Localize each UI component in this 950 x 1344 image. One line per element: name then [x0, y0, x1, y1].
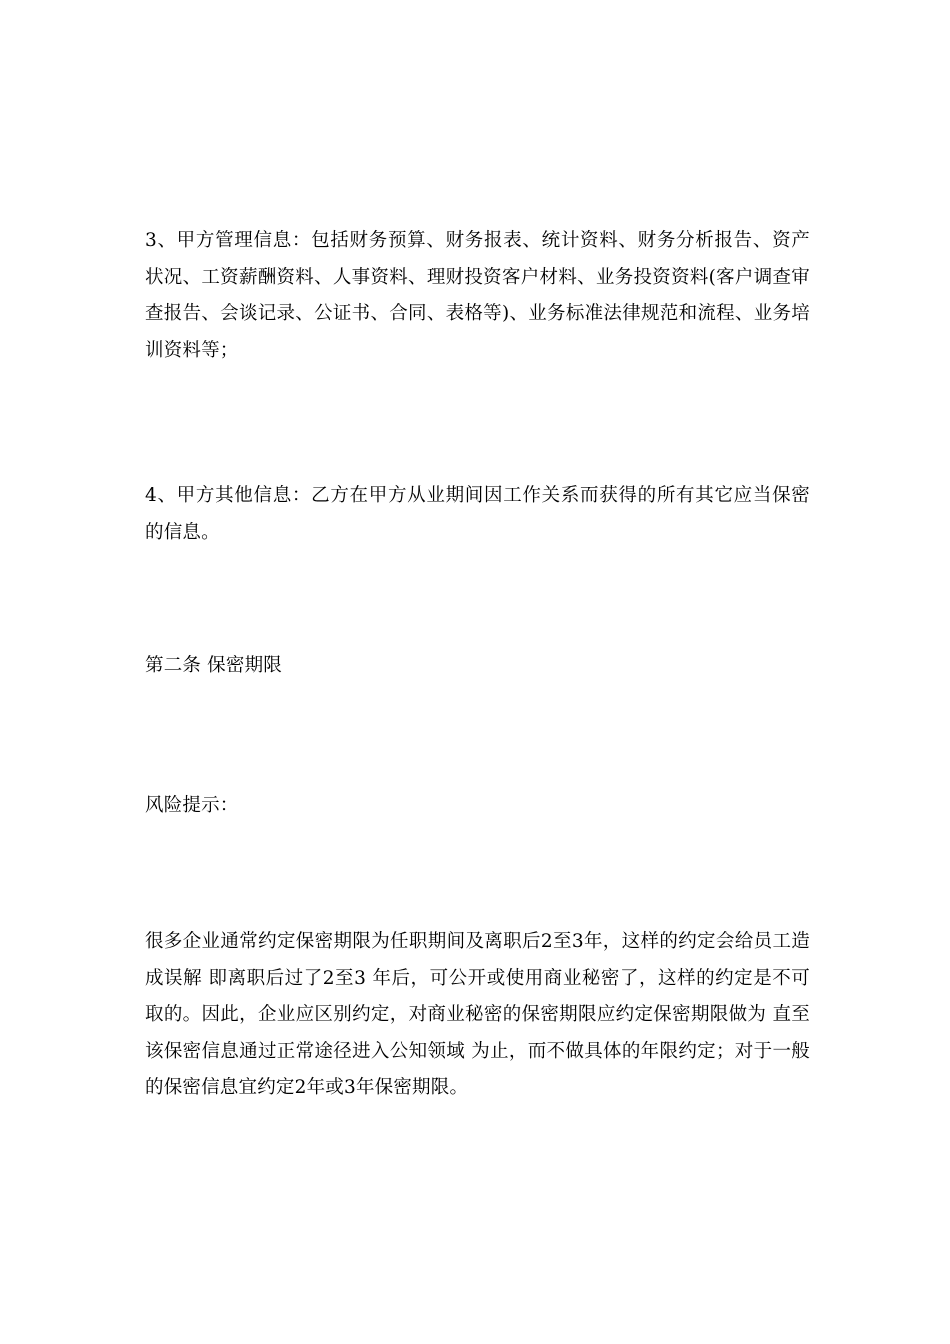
section-heading-confidentiality-period: 第二条 保密期限 [145, 655, 282, 676]
risk-warning-label: 风险提示： [145, 795, 239, 816]
paragraph-other-info: 4、甲方其他信息：乙方在甲方从业期间因工作关系而获得的所有其它应当保密的信息。 [145, 485, 810, 543]
paragraph-risk-warning-body: 很多企业通常约定保密期限为任职期间及离职后2至3年，这样的约定会给员工造成误解 即离职后过了2至3 年后，可公开或使用商业秘密了，这样的约定是不可取的。因此，企业应区别约定，对商业秘密的保密期限应约定保密期限做为 直至该保密信息通过正常途径进入公知领域 为止，而不做具体的年限约定；对于一般的保密信息宜约定2年或3年保密期限。 [145, 931, 810, 1098]
paragraph-management-info: 3、甲方管理信息：包括财务预算、财务报表、统计资料、财务分析报告、资产状况、工资薪酬资料、人事资料、理财投资客户材料、业务投资资料(客户调查审查报告、会谈记录、公证书、合同、表格等)、业务标准法律规范和流程、业务培训资料等； [145, 230, 810, 361]
